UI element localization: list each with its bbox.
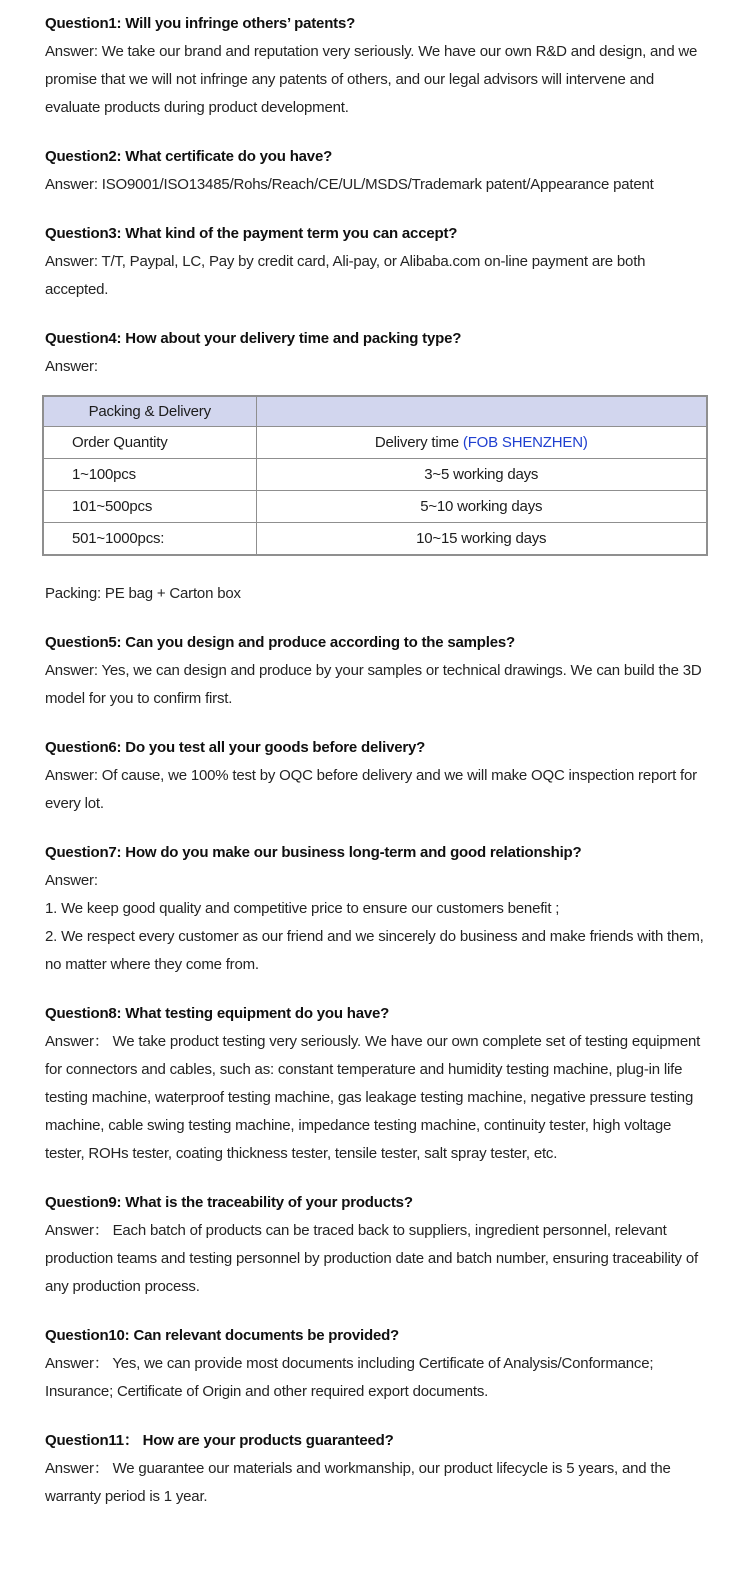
faq-question: Question3: What kind of the payment term you can accept? [45,225,458,242]
table-cell-delivery-time [256,427,707,459]
faq-item-1 [45,10,706,122]
table-cell-qty: 501~1000pcs: [43,523,256,556]
faq-item-10 [45,1322,706,1406]
faq-answer: Answer: Of cause, we 100% test by OQC before delivery and we will make OQC inspection report for every lot. [45,767,697,812]
table-row [43,523,707,556]
faq-question: Question4: How about your delivery time and packing type? [45,330,462,347]
faq-item-2 [45,143,706,199]
faq-item-5 [45,629,706,713]
delivery-time-label: Delivery time [374,434,463,451]
faq-answer: Answer: [45,358,98,375]
faq-answer: Answer： Yes, we can provide most documents including Certificate of Analysis/Conformance; Insurance; Certificate of Origin and other required export documents. [45,1355,654,1400]
faq-item-9 [45,1189,706,1301]
faq-answer: 2. We respect every customer as our friend and we sincerely do business and make friends with them, no matter where they come from. [45,928,704,973]
packing-note: Packing: PE bag + Carton box [45,585,241,602]
faq-answer: Answer: T/T, Paypal, LC, Pay by credit card, Ali-pay, or Alibaba.com on-line payment are both accepted. [45,253,646,298]
faq-answer: Answer： We take product testing very seriously. We have our own complete set of testing equipment for connectors and cables, such as: constant temperature and humidity testing machine, plug-in life testing machine, waterproof testing machine, gas leakage testing machine, negative pressure testing machine, cable swing testing machine, impedance testing machine, continuity tester, high voltage tester, ROHs tester, coating thickness tester, tensile tester, salt spray tester, etc. [45,1033,701,1162]
table-cell-qty: 1~100pcs [43,459,256,491]
faq-question: Question5: Can you design and produce according to the samples? [45,634,515,651]
faq-answer: Answer: Yes, we can design and produce by your samples or technical drawings. We can build the 3D model for you to confirm first. [45,662,702,707]
faq-question: Question8: What testing equipment do you have? [45,1005,390,1022]
delivery-table [42,395,708,556]
faq-item-8 [45,1000,706,1168]
faq-question: Question1: Will you infringe others’ patents? [45,15,356,32]
faq-item-3 [45,220,706,304]
faq-item-11 [45,1427,706,1511]
faq-answer: Answer： Each batch of products can be traced back to suppliers, ingredient personnel, relevant production teams and testing personnel by production date and batch number, ensuring traceability of any production process. [45,1222,698,1295]
table-cell-time: 5~10 working days [256,491,707,523]
table-cell-time: 3~5 working days [256,459,707,491]
faq-question: Question6: Do you test all your goods before delivery? [45,739,426,756]
table-cell-qty: 101~500pcs [43,491,256,523]
table-row [43,396,707,427]
table-header-packing-delivery: Packing & Delivery [43,396,256,427]
faq-question: Question10: Can relevant documents be provided? [45,1327,400,1344]
table-row [43,491,707,523]
faq-answer: Answer： We guarantee our materials and workmanship, our product lifecycle is 5 years, and the warranty period is 1 year. [45,1460,671,1505]
faq-item-6 [45,734,706,818]
faq-answer: 1. We keep good quality and competitive price to ensure our customers benefit ; [45,900,560,917]
table-row [43,459,707,491]
faq-item-7 [45,839,706,979]
faq-question: Question9: What is the traceability of your products? [45,1194,413,1211]
table-header-empty [256,396,707,427]
fob-shenzhen-label: (FOB SHENZHEN) [462,434,588,451]
faq-answer: Answer: [45,872,98,889]
faq-answer: Answer: ISO9001/ISO13485/Rohs/Reach/CE/UL/MSDS/Trademark patent/Appearance patent [45,176,654,193]
faq-answer: Answer: We take our brand and reputation very seriously. We have our own R&D and design, and we promise that we will not infringe any patents of others, and our legal advisors will intervene and evaluate products during product development. [45,43,698,116]
faq-question: Question11： How are your products guaranteed? [45,1432,394,1449]
table-row [43,427,707,459]
faq-question: Question7: How do you make our business long-term and good relationship? [45,844,582,861]
faq-item-4 [45,325,706,608]
faq-question: Question2: What certificate do you have? [45,148,333,165]
table-cell-time: 10~15 working days [256,523,707,556]
table-cell-order-quantity: Order Quantity [43,427,256,459]
